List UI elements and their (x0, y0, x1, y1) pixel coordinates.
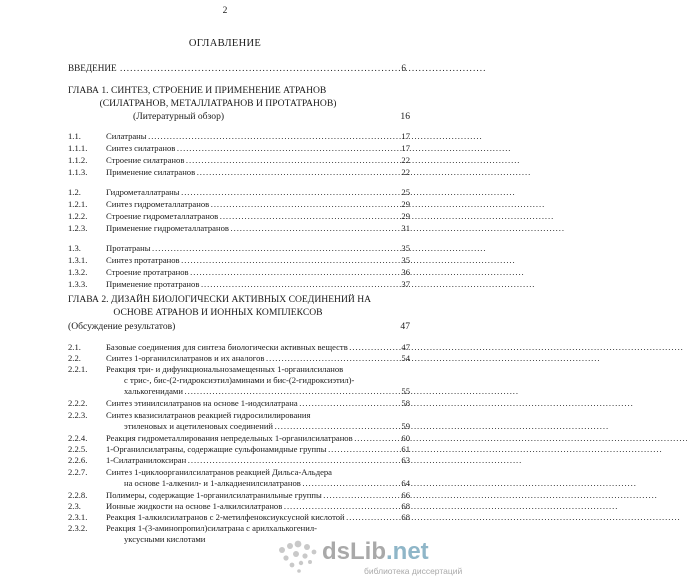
toc-entry (68, 397, 410, 409)
toc-entry-title: Строение силатранов . . . (106, 154, 386, 166)
chapter-heading-line: (Обсуждение результатов) (68, 321, 176, 332)
toc-entry-title: Реакция 1-алкилсилатранов с 2-метилфеноксиуксусной кислотой . . . (106, 511, 386, 523)
toc-entry-number: 1.2.2. (68, 211, 88, 221)
toc-entry-number: 1.1. (68, 131, 81, 141)
toc-entry-title: на основе 1-алкенил- и 1-алкадиенилсилатранов . . . (124, 477, 386, 489)
chapter-1-heading (68, 84, 410, 124)
toc-entry-number: 1.2.1. (68, 199, 88, 209)
toc-entry-label: ВВЕДЕНИЕ (68, 63, 117, 73)
toc-entry-number: 1.2. (68, 187, 81, 197)
toc-entry (68, 154, 410, 166)
toc-entry (68, 130, 410, 142)
toc-entry-title: 1-Силатранилоксиран . . . (106, 454, 386, 466)
toc-introduction (68, 62, 410, 74)
toc-entry-number: 2.2.2. (68, 398, 88, 408)
toc-entry-number: 2.2.8. (68, 490, 88, 500)
toc-entry-page: 25 (401, 187, 410, 197)
toc-entry-title: Гидрометаллатраны . . . (106, 186, 386, 198)
watermark-logo-tld: .net (386, 538, 429, 565)
dots-logo-icon (274, 538, 322, 578)
toc-entry-page: 37 (401, 279, 410, 289)
toc-entry-page: 58 (401, 398, 410, 408)
toc-entry-page: 6 (401, 63, 406, 73)
toc-entry-number: 1.3.2. (68, 267, 88, 277)
page-title: ОГЛАВЛЕНИЕ (188, 38, 262, 49)
toc-entry-number: 2.1. (68, 342, 81, 352)
chapter-heading-line: (Литературный обзор) (133, 111, 225, 122)
chapter-page: 47 (400, 321, 410, 332)
toc-entry (68, 142, 410, 154)
toc-entry (68, 242, 410, 254)
watermark-logo (322, 538, 429, 566)
toc-entry-title: Строение гидрометаллатранов . . . (106, 210, 386, 222)
toc-entry-page: 29 (401, 199, 410, 209)
toc-entry-number: 2.3. (68, 501, 81, 511)
toc-entry-number: 2.2.5. (68, 444, 88, 454)
toc-entry-title: Базовые соединения для синтеза биологически активных веществ . . . (106, 341, 386, 353)
toc-entry (68, 166, 410, 178)
toc-entry-title: Полимеры, содержащие 1-органилсилатранильные группы . . . (106, 489, 386, 501)
toc-leader (120, 62, 386, 74)
toc-entry-page: 54 (401, 353, 410, 363)
toc-entry-page: 64 (401, 478, 410, 488)
toc-entry-page: 17 (401, 143, 410, 153)
toc-entry-title: этиленовых и ацетиленовых соединений . . . (124, 420, 386, 432)
toc-entry-page: 61 (401, 444, 410, 454)
toc-entry-page: 68 (401, 501, 410, 511)
toc-entry-number: 2.2.1. (68, 364, 88, 374)
toc-entry-title: Реакция три- и дифункциональнозамещенных 1-органилсиланов (106, 364, 344, 374)
chapter-heading-line: ГЛАВА 1. СИНТЕЗ, СТРОЕНИЕ И ПРИМЕНЕНИЕ АТРАНОВ (68, 85, 327, 96)
toc-entry-title: Ионные жидкости на основе 1-алкилсилатранов . . . (106, 500, 386, 512)
watermark (270, 538, 463, 582)
toc-entry-title: Применение протатранов . . . (106, 278, 386, 290)
toc-entry-number: 1.1.3. (68, 167, 88, 177)
watermark-logo-main: dsLib (322, 538, 386, 565)
toc-entry-title: Применение гидрометаллатранов . . . (106, 222, 386, 234)
toc-entry-number: 1.2.3. (68, 223, 88, 233)
toc-entry (68, 210, 410, 222)
toc-entry-number: 2.3.1. (68, 512, 88, 522)
toc-entry (68, 278, 410, 290)
chapter-heading-line: (СИЛАТРАНОВ, МЕТАЛЛАТРАНОВ И ПРОТАТРАНОВ) (99, 98, 337, 109)
toc-entry-title: уксусными кислотами (124, 534, 206, 544)
toc-entry-title: халькогенидами . . . (124, 385, 386, 397)
chapter-2-heading (68, 293, 410, 337)
chapter-heading-line: ГЛАВА 2. ДИЗАЙН БИОЛОГИЧЕСКИ АКТИВНЫХ СОЕДИНЕНИЙ НА (68, 294, 372, 305)
toc-entry-title: Строение протатранов . . . (106, 266, 386, 278)
page-number: 2 (222, 6, 228, 16)
toc-entry-title: Синтез протатранов . . . (106, 254, 386, 266)
toc-entry-number: 1.3.3. (68, 279, 88, 289)
toc-entry-page: 22 (401, 167, 410, 177)
toc-entry (68, 477, 410, 489)
watermark-subtitle: библиотека диссертаций (364, 566, 463, 576)
toc-entry (68, 198, 410, 210)
toc-entry-title: Реакция 1-(3-аминопропил)силатрана с арилхалькогенил- (106, 523, 318, 533)
toc-entry-number: 1.1.2. (68, 155, 88, 165)
toc-entry (68, 385, 410, 397)
toc-entry (68, 454, 410, 466)
toc-entry (68, 266, 410, 278)
toc-entry-number: 2.2.6. (68, 455, 88, 465)
toc-entry-number: 2.3.2. (68, 523, 88, 533)
toc-entry (68, 222, 410, 234)
toc-entry-title: Применение силатранов . . . (106, 166, 386, 178)
toc-entry-number: 1.3.1. (68, 255, 88, 265)
toc-entry-page: 35 (401, 255, 410, 265)
toc-entry-number: 2.2.3. (68, 410, 88, 420)
toc-entry-number: 2.2.7. (68, 467, 88, 477)
toc-entry (68, 254, 410, 266)
toc-entry-page: 68 (401, 512, 410, 522)
toc-entry-title: Синтез 1-органилсилатранов и их аналогов . . . (106, 352, 386, 364)
toc-entry-number: 2.2.4. (68, 433, 88, 443)
toc-entry-title: с трис-, бис-(2-гидроксиэтил)аминами и бис-(2-гидроксиэтил)- (124, 375, 355, 385)
toc-entry-title: Синтез гидрометаллатранов . . . (106, 198, 386, 210)
toc-entry-page: 60 (401, 433, 410, 443)
chapter-heading-line: ОСНОВЕ АТРАНОВ И ИОННЫХ КОМПЛЕКСОВ (113, 307, 323, 318)
toc-entry-title: Реакция гидрометаллирования непредельных 1-органилсилатранов . . . (106, 432, 386, 444)
toc-entry-page: 22 (401, 155, 410, 165)
toc-entry-title: Синтез 1-циклоорганилсилатранов реакцией Дильса-Альдера (106, 467, 332, 477)
toc-entry-page: 17 (401, 131, 410, 141)
chapter-page: 16 (400, 111, 410, 122)
toc-entry-page: 29 (401, 211, 410, 221)
toc-entry-title: Синтез квазисилатранов реакцией гидросилилирования (106, 410, 311, 420)
toc-entry-page: 35 (401, 243, 410, 253)
toc-entry-page: 66 (401, 490, 410, 500)
toc-entry (68, 420, 410, 432)
toc-entry (68, 186, 410, 198)
toc-entry-title: 1-Органилсилатраны, содержащие сульфонамидные группы . . . (106, 443, 386, 455)
toc-entry-title: Синтез этинилсилатранов на основе 1-иодсилатрана . . . (106, 397, 386, 409)
toc-entry-title: Синтез силатранов . . . (106, 142, 386, 154)
toc-entry-page: 36 (401, 267, 410, 277)
toc-entry-page: 31 (401, 223, 410, 233)
toc-entry-page: 47 (401, 342, 410, 352)
toc-entry-number: 2.2. (68, 353, 81, 363)
toc-entry-title: Силатраны . . . (106, 130, 386, 142)
toc-entry-page: 59 (401, 421, 410, 431)
toc-entry-page: 55 (401, 386, 410, 396)
toc-entry-number: 1.3. (68, 243, 81, 253)
toc-entry-number: 1.1.1. (68, 143, 88, 153)
toc-entry-title: Протатраны . . . (106, 242, 386, 254)
toc-entry-page: 63 (401, 455, 410, 465)
